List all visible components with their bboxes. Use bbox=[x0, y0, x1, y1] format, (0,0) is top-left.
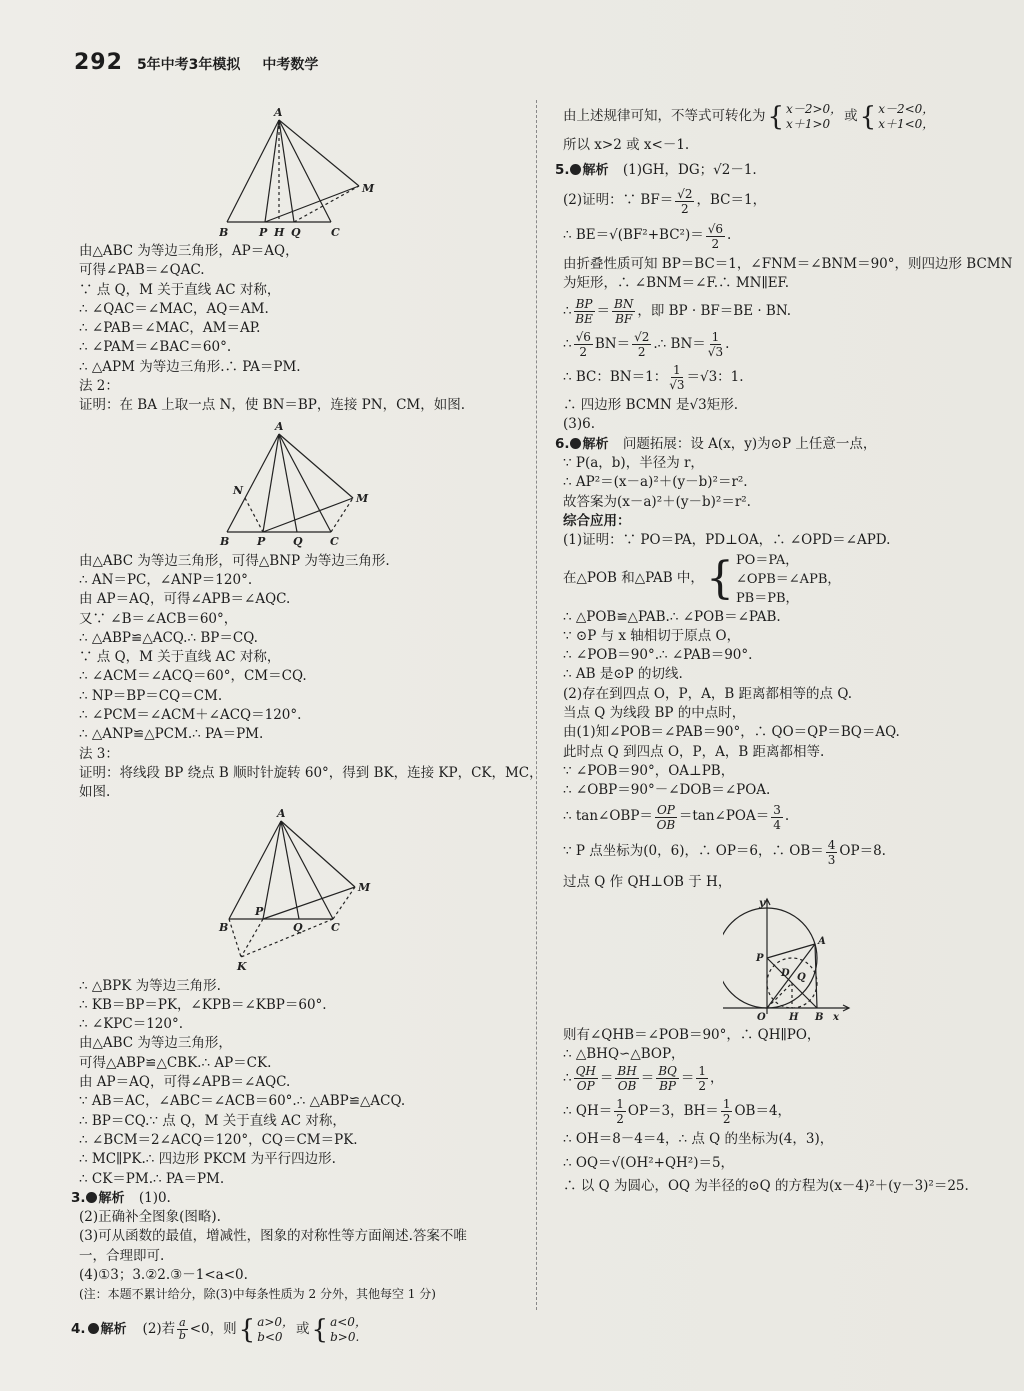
jiexi-tag bbox=[86, 1189, 125, 1208]
text-inline: OP＝8. bbox=[839, 843, 886, 860]
system-line: a<0， bbox=[330, 1314, 367, 1329]
fraction bbox=[771, 803, 783, 832]
fraction bbox=[612, 297, 635, 326]
text-inline: 问题拓展：设 A(x，y)为⊙P 上任意一点， bbox=[622, 435, 877, 452]
fraction-numerator: BH bbox=[617, 1064, 637, 1079]
text-inline: ，BC＝1， bbox=[696, 192, 767, 209]
fig3-label-a: A bbox=[277, 806, 286, 820]
fraction-denominator: 2 bbox=[722, 1112, 731, 1127]
fig2-label-p: P bbox=[257, 534, 266, 548]
fraction-numerator: 1 bbox=[722, 1097, 731, 1112]
text-line: ∴ MC∥PK.∴ 四边形 PKCM 为平行四边形. bbox=[79, 1151, 336, 1168]
fraction-numerator: 1 bbox=[673, 363, 681, 378]
system-line: x－2<0， bbox=[878, 102, 935, 116]
text-line: 证明：在 BA 上取一点 N，使 BN＝BP，连接 PN，CM，如图. bbox=[79, 397, 466, 414]
fraction bbox=[614, 1097, 626, 1126]
fraction-numerator: 3 bbox=[773, 802, 781, 817]
fig1-label-m: M bbox=[362, 182, 375, 195]
system bbox=[878, 102, 934, 132]
figure-4 bbox=[723, 896, 1011, 1022]
text-line: (3)可从函数的最值，增减性，图象的对称性等方面阐述.答案不唯 bbox=[79, 1228, 467, 1245]
fraction-denominator: √3 bbox=[669, 378, 685, 393]
note-line: (注：本题不累计给分，除(3)中每条性质为 2 分外，其他每空 1 分) bbox=[79, 1287, 436, 1302]
text-line: ∴ ∠POB＝90°.∴ ∠PAB＝90°. bbox=[563, 647, 753, 664]
fraction-denominator: 3 bbox=[827, 852, 836, 867]
fig2-label-m: M bbox=[356, 491, 369, 505]
fraction-numerator: QH bbox=[575, 1064, 596, 1079]
text-inline: 或 bbox=[296, 1320, 310, 1337]
figure-3 bbox=[217, 807, 529, 973]
fraction-numerator: 4 bbox=[827, 837, 836, 852]
fig3-label-p: P bbox=[255, 904, 264, 918]
text-line: ∵ 点 Q，M 关于直线 AC 对称， bbox=[79, 281, 281, 298]
fraction-numerator: √2 bbox=[677, 186, 693, 201]
text-line: ∴ ∠ACM＝∠ACQ＝60°，CM＝CQ. bbox=[79, 668, 307, 685]
fraction-denominator: 2 bbox=[711, 236, 720, 251]
fig3-label-q: Q bbox=[293, 920, 303, 934]
text-line: 由折叠性质可知 BP＝BC＝1，∠FNM＝∠BNM＝90°，则四边形 BCMN bbox=[563, 255, 1013, 272]
fig1-label-q: Q bbox=[291, 226, 301, 238]
circle-axes-figure bbox=[723, 896, 863, 1022]
text-inline: . bbox=[725, 336, 730, 353]
text-line bbox=[563, 187, 1011, 216]
text-line: ∴ △ANP≌△PCM.∴ PA＝PM. bbox=[79, 726, 264, 743]
text-line: ∴ OH＝8－4＝4，∴ 点 Q 的坐标为(4，3)， bbox=[563, 1131, 834, 1148]
text-inline: .∴ BN＝ bbox=[653, 336, 706, 353]
fraction-numerator: a bbox=[179, 1316, 186, 1330]
text-line: ∴ △ABP≌△ACQ.∴ BP＝CQ. bbox=[79, 629, 258, 646]
answer-4-line bbox=[71, 1315, 529, 1345]
fraction-numerator: 1 bbox=[711, 330, 720, 345]
text-line: ∴ 以 Q 为圆心，OQ 为半径的⊙Q 的方程为(x－4)²＋(y－3)²＝25. bbox=[563, 1178, 969, 1195]
text-line: ∴ 四边形 BCMN 是√3矩形. bbox=[563, 397, 738, 414]
system-line: b>0. bbox=[330, 1329, 360, 1344]
fig4-label-q: Q bbox=[797, 971, 806, 983]
page-number: 292 bbox=[74, 50, 123, 75]
fig1-label-c: C bbox=[331, 226, 340, 238]
text-inline: (2)证明：∵ BF＝ bbox=[563, 192, 674, 209]
answer-mark-icon bbox=[88, 1323, 99, 1334]
system-line: PB＝PB， bbox=[735, 590, 799, 606]
page-header bbox=[74, 50, 318, 80]
text-line: 由△ABC 为等边三角形，可得△BNP 为等边三角形. bbox=[79, 552, 390, 569]
answer-mark-icon bbox=[86, 1192, 97, 1203]
text-inline: OB＝4， bbox=[734, 1103, 792, 1120]
answer-mark-icon bbox=[570, 164, 581, 175]
text-inline: ∴ tan∠OBP＝ bbox=[563, 808, 653, 825]
text-line: ∴ ∠BCM＝2∠ACQ＝120°，CQ＝CM＝PK. bbox=[79, 1131, 358, 1148]
fraction-denominator: OB bbox=[656, 817, 676, 832]
text-line: (3)6. bbox=[563, 416, 596, 433]
fraction-numerator: √2 bbox=[634, 330, 650, 345]
text-line: 故答案为(x－a)²＋(y－b)²＝r². bbox=[563, 493, 751, 510]
text-line: ∴ △BHQ∽△BOP， bbox=[563, 1046, 685, 1063]
text-line: ∴ ∠PAM＝∠BAC＝60°. bbox=[79, 339, 232, 356]
text-inline: ， bbox=[710, 1070, 724, 1087]
left-column bbox=[71, 94, 543, 1345]
text-inline: <0，则 bbox=[189, 1320, 237, 1337]
text-line: ∴ OQ＝√(OH²+QH²)＝5， bbox=[563, 1154, 735, 1171]
text-line: 由△ABC 为等边三角形，AP＝AQ， bbox=[79, 243, 299, 259]
text-inline: . bbox=[784, 808, 790, 825]
text-line: ∴ ∠KPC＝120°. bbox=[79, 1016, 183, 1033]
fraction-denominator: 2 bbox=[681, 201, 689, 216]
jiexi-label: 解析 bbox=[100, 1321, 127, 1337]
fraction-denominator: OP bbox=[576, 1079, 595, 1094]
fraction-denominator: b bbox=[178, 1329, 186, 1343]
text-inline: 或 bbox=[844, 108, 858, 125]
fig1-label-h: H bbox=[274, 226, 285, 238]
text-inline: ，即 BP · BF＝BE · BN. bbox=[637, 303, 792, 320]
fig3-label-b: B bbox=[219, 920, 229, 934]
system bbox=[330, 1315, 367, 1345]
jiexi-tag bbox=[88, 1320, 127, 1339]
text-line: 证明：将线段 BP 绕点 B 顺时针旋转 60°，得到 BK，连接 KP，CK，MC， bbox=[79, 764, 543, 781]
fraction-numerator: 1 bbox=[616, 1097, 624, 1112]
answer-mark-icon bbox=[570, 438, 581, 449]
text-line: (2)存在到四点 O，P，A，B 距离都相等的点 Q. bbox=[563, 685, 853, 702]
text-line bbox=[563, 803, 1011, 832]
fraction bbox=[669, 363, 684, 392]
text-line: 由 AP＝AQ，可得∠APB＝∠AQC. bbox=[79, 1074, 291, 1091]
section-heading: 综合应用： bbox=[563, 512, 631, 529]
text-line: 则有∠QHB＝∠POB＝90°，∴ QH∥PO， bbox=[563, 1026, 821, 1043]
fraction bbox=[574, 1064, 598, 1093]
text-inline: ∴ BE＝√(BF²+BC²)＝ bbox=[563, 227, 704, 244]
system-line: PO＝PA， bbox=[735, 552, 799, 568]
fraction-denominator: 2 bbox=[579, 345, 588, 360]
fraction-numerator: BP bbox=[575, 297, 593, 312]
fraction bbox=[615, 1064, 638, 1093]
jiexi-label: 解析 bbox=[98, 1190, 125, 1206]
fraction-numerator: OP bbox=[656, 802, 675, 817]
system-line: x－2>0， bbox=[786, 102, 843, 116]
fig2-label-n: N bbox=[233, 483, 244, 497]
text-line: (1)证明：∵ PO＝PA，PD⊥OA，∴ ∠OPD＝∠APD. bbox=[563, 532, 891, 549]
fraction-denominator: BP bbox=[659, 1079, 676, 1094]
fraction bbox=[632, 330, 651, 359]
text-inline: ＝ bbox=[680, 1070, 695, 1087]
question-number: 6. bbox=[555, 435, 570, 452]
system-line: a>0， bbox=[257, 1314, 295, 1329]
right-column bbox=[555, 102, 1013, 1196]
text-line: 法 2： bbox=[79, 378, 119, 395]
text-line: 可得△ABP≌△CBK.∴ AP＝CK. bbox=[79, 1054, 272, 1071]
fig3-label-c: C bbox=[331, 920, 340, 934]
text-line: 由△ABC 为等边三角形， bbox=[79, 1035, 232, 1052]
text-line bbox=[563, 297, 1011, 326]
triangle-figure-2 bbox=[217, 420, 457, 548]
system-line: x＋1>0 bbox=[786, 117, 831, 131]
fig2-label-a: A bbox=[275, 419, 284, 433]
system bbox=[786, 102, 842, 132]
fraction bbox=[706, 222, 725, 251]
text-line: 当点 Q 为线段 BP 的中点时， bbox=[563, 705, 746, 722]
text-line: ∵ AB＝AC，∠ABC＝∠ACB＝60°.∴ △ABP≌△ACQ. bbox=[79, 1093, 406, 1110]
text-inline: OP＝3，BH＝ bbox=[627, 1103, 719, 1120]
fraction bbox=[574, 330, 593, 359]
fig4-label-p: P bbox=[756, 952, 764, 964]
text-line: 由 AP＝AQ，可得∠APB＝∠AQC. bbox=[79, 591, 291, 608]
system bbox=[736, 551, 840, 608]
fraction-numerator: √6 bbox=[575, 330, 591, 345]
text-inline: (1)0. bbox=[138, 1189, 171, 1206]
text-line: ∴ ∠PCM＝∠ACM＋∠ACQ＝120°. bbox=[79, 707, 302, 724]
text-inline: ＝ bbox=[640, 1070, 655, 1087]
fraction-numerator: 1 bbox=[698, 1064, 706, 1079]
fig4-label-d: D bbox=[781, 967, 790, 979]
answer-6-heading bbox=[555, 435, 1011, 454]
text-line: ∴ CK＝PM.∴ PA＝PM. bbox=[79, 1170, 225, 1187]
fig4-label-x: x bbox=[833, 1011, 839, 1022]
fig2-label-c: C bbox=[330, 534, 339, 548]
text-line: 又∵ ∠B＝∠ACB＝60°， bbox=[79, 610, 238, 627]
answer-5-heading bbox=[555, 161, 1011, 180]
text-line bbox=[563, 838, 1011, 867]
fraction-denominator: OB bbox=[617, 1079, 637, 1094]
fraction bbox=[826, 838, 838, 867]
system-brace: { bbox=[311, 1314, 329, 1345]
text-line: (2)正确补全图象(图略). bbox=[79, 1209, 221, 1226]
text-line: ∴ ∠PAB＝∠MAC，AM＝AP. bbox=[79, 320, 261, 337]
text-line: 由(1)知∠POB＝∠PAB＝90°，∴ QO＝QP＝BQ＝AQ. bbox=[563, 724, 900, 741]
fraction-denominator: 2 bbox=[698, 1079, 706, 1094]
fig4-label-b: B bbox=[815, 1011, 824, 1022]
answer-3-heading bbox=[71, 1189, 529, 1208]
system-brace: { bbox=[859, 102, 877, 132]
text-line: ∴ △APM 为等边三角形.∴ PA＝PM. bbox=[79, 358, 301, 375]
system-line: ∠OPB＝∠APB， bbox=[735, 571, 841, 587]
fig3-label-k: K bbox=[237, 959, 247, 973]
text-inline: ∴ bbox=[563, 303, 572, 320]
text-line: ∴ ∠OBP＝90°－∠DOB＝∠POA. bbox=[563, 782, 771, 799]
text-line bbox=[563, 330, 1011, 359]
text-line: ∵ ∠POB＝90°，OA⊥PB， bbox=[563, 762, 735, 779]
text-line: ∵ P(a，b)，半径为 r， bbox=[563, 455, 704, 472]
text-line: 法 3： bbox=[79, 745, 119, 762]
text-inline: (1)GH，DG；√2－1. bbox=[622, 162, 757, 179]
fraction bbox=[656, 1064, 679, 1093]
fraction-denominator: √3 bbox=[707, 345, 724, 360]
text-line: ∴ ∠QAC＝∠MAC，AQ＝AM. bbox=[79, 300, 269, 317]
text-line: ∴ AN＝PC，∠ANP＝120°. bbox=[79, 571, 253, 588]
fraction-numerator: BN bbox=[614, 297, 634, 312]
text-line bbox=[563, 1097, 1011, 1126]
text-line: ∴ AB 是⊙P 的切线. bbox=[563, 666, 683, 683]
text-inline: ＝tan∠POA＝ bbox=[678, 808, 770, 825]
fig4-label-o: O bbox=[757, 1011, 766, 1022]
text-line bbox=[563, 551, 1011, 608]
jiexi-tag bbox=[570, 435, 609, 454]
fraction bbox=[696, 1064, 708, 1093]
system bbox=[257, 1315, 294, 1345]
fig4-label-a: A bbox=[818, 935, 826, 947]
text-line: 所以 x>2 或 x<－1. bbox=[563, 137, 690, 153]
text-line bbox=[563, 363, 1011, 392]
fraction bbox=[574, 297, 595, 326]
fraction bbox=[655, 803, 677, 832]
system-brace: { bbox=[238, 1314, 256, 1345]
jiexi-tag bbox=[570, 161, 609, 180]
text-line: 如图. bbox=[79, 784, 111, 801]
fraction-denominator: 2 bbox=[637, 345, 646, 360]
text-inline: (2)若 bbox=[142, 1320, 176, 1337]
fraction-numerator: √6 bbox=[707, 221, 723, 236]
text-line: ∵ ⊙P 与 x 轴相切于原点 O， bbox=[563, 627, 741, 644]
text-line: ∴ NP＝BP＝CQ＝CM. bbox=[79, 687, 223, 704]
text-inline: ∴ QH＝ bbox=[563, 1103, 613, 1120]
text-inline: 在△POB 和△PAB 中， bbox=[563, 570, 704, 587]
text-inline: . bbox=[727, 227, 732, 244]
triangle-figure-1 bbox=[219, 98, 459, 238]
text-line: 此时点 Q 到四点 O，P，A，B 距离都相等. bbox=[563, 743, 825, 760]
text-inline: ＝ bbox=[596, 303, 610, 320]
text-inline: ＝√3：1. bbox=[686, 369, 744, 386]
fig1-label-p: P bbox=[259, 226, 268, 238]
text-line: 过点 Q 作 QH⊥OB 于 H， bbox=[563, 873, 732, 890]
fig2-label-q: Q bbox=[293, 534, 303, 548]
text-inline: BN＝ bbox=[594, 336, 631, 353]
text-line bbox=[563, 102, 1011, 132]
book-series: 5年中考3年模拟 bbox=[136, 57, 241, 73]
fraction-numerator: BQ bbox=[658, 1064, 677, 1079]
fig3-label-m: M bbox=[358, 880, 371, 894]
fraction-denominator: 2 bbox=[616, 1112, 624, 1127]
question-number: 4. bbox=[71, 1320, 86, 1337]
text-line bbox=[563, 1064, 1011, 1093]
column-divider bbox=[536, 100, 537, 1310]
text-line: 为矩形，∴ ∠BNM＝∠F.∴ MN∥EF. bbox=[563, 274, 790, 291]
text-line: (4)①3；3.②2.③－1<a<0. bbox=[79, 1266, 248, 1283]
fig4-label-h: H bbox=[789, 1011, 799, 1022]
text-inline: ∵ P 点坐标为(0，6)，∴ OP＝6，∴ OB＝ bbox=[563, 843, 824, 860]
fig4-label-y: y bbox=[759, 897, 765, 909]
figure-1 bbox=[219, 98, 529, 238]
question-number: 5. bbox=[555, 162, 570, 179]
fig1-label-a: A bbox=[274, 106, 283, 119]
fraction-denominator: BF bbox=[615, 312, 633, 327]
system-line: b<0 bbox=[257, 1329, 283, 1344]
system-brace: { bbox=[705, 553, 734, 605]
fraction-denominator: 4 bbox=[773, 817, 781, 832]
text-line: ∴ △BPK 为等边三角形. bbox=[79, 977, 221, 994]
system-line: x＋1<0， bbox=[878, 117, 935, 131]
text-inline: ∴ bbox=[563, 1070, 572, 1087]
text-inline: 由上述规律可知，不等式可转化为 bbox=[563, 108, 766, 125]
jiexi-label: 解析 bbox=[582, 163, 609, 179]
triangle-figure-3 bbox=[217, 807, 457, 973]
jiexi-label: 解析 bbox=[582, 436, 609, 452]
text-line bbox=[563, 222, 1011, 251]
text-line: ∴ AP²＝(x－a)²＋(y－b)²＝r². bbox=[563, 474, 748, 491]
fraction bbox=[177, 1317, 188, 1342]
text-line: ∵ 点 Q，M 关于直线 AC 对称， bbox=[79, 649, 281, 666]
text-line: ∴ BP＝CQ.∵ 点 Q，M 关于直线 AC 对称， bbox=[79, 1112, 346, 1129]
text-inline: ＝ bbox=[599, 1070, 614, 1087]
subject: 中考数学 bbox=[262, 57, 319, 73]
fraction-denominator: BE bbox=[575, 312, 593, 327]
fraction bbox=[721, 1097, 733, 1126]
text-line: ∴ KB＝BP＝PK，∠KPB＝∠KBP＝60°. bbox=[79, 996, 327, 1013]
fig1-label-b: B bbox=[219, 226, 229, 238]
text-inline: ∴ BC：BN＝1： bbox=[563, 369, 668, 386]
fig2-label-b: B bbox=[220, 534, 230, 548]
fraction bbox=[675, 187, 694, 216]
text-line: ∴ △POB≌△PAB.∴ ∠POB＝∠PAB. bbox=[563, 608, 781, 625]
text-inline: ∴ bbox=[563, 336, 572, 353]
text-line: 一，合理即可. bbox=[79, 1247, 165, 1264]
question-number: 3. bbox=[71, 1189, 86, 1206]
figure-2 bbox=[217, 420, 529, 548]
system-brace: { bbox=[767, 102, 785, 132]
fraction bbox=[708, 330, 723, 359]
text-line: 可得∠PAB＝∠QAC. bbox=[79, 262, 205, 279]
